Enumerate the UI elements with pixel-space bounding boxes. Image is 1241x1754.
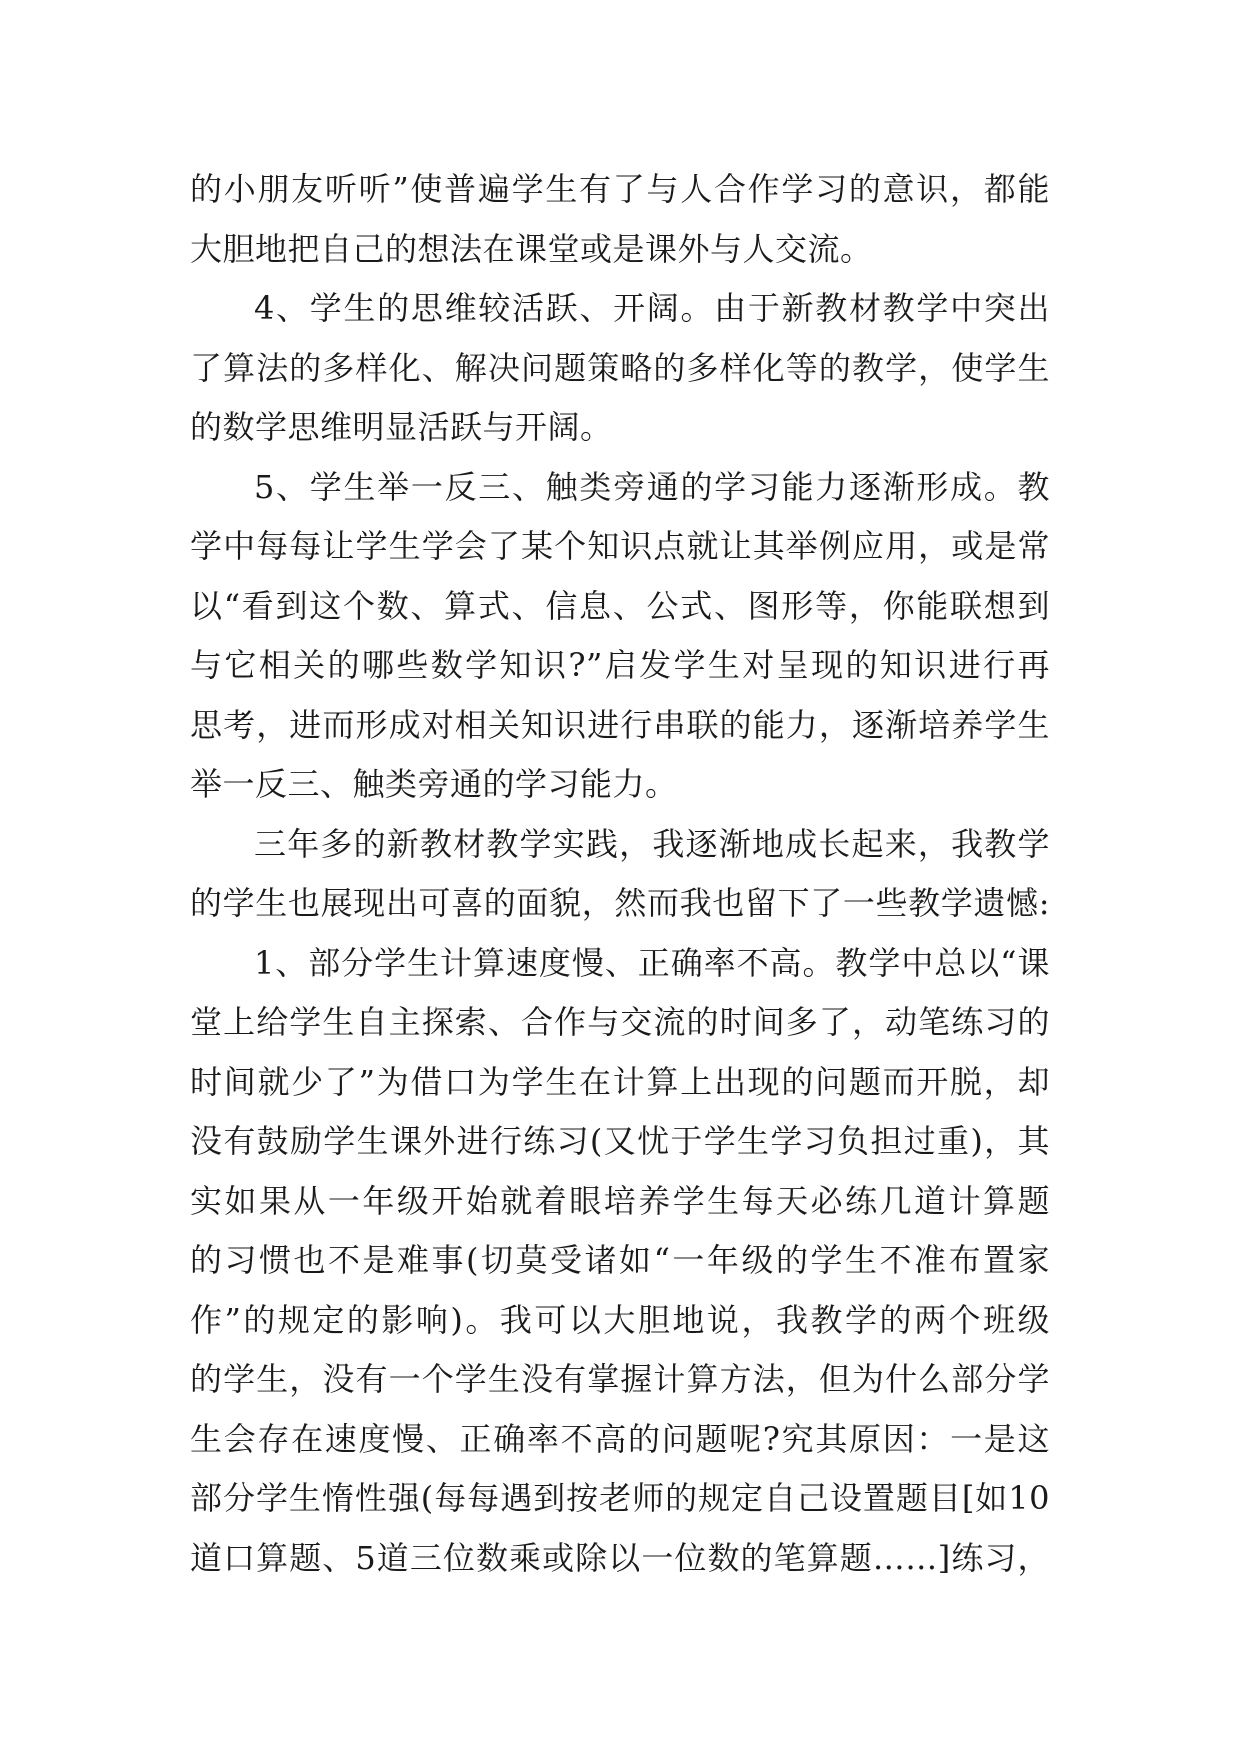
text-line: 道口算题、5道三位数乘或除以一位数的笔算题……]练习， [190, 1538, 1050, 1577]
text-line: 没有鼓励学生课外进行练习(又忧于学生学习负担过重)，其 [190, 1122, 1050, 1160]
text-line: 的习惯也不是难事(切莫受诸如“一年级的学生不准布置家 [190, 1241, 1050, 1279]
text-line: 时间就少了”为借口为学生在计算上出现的问题而开脱，却 [190, 1062, 1050, 1101]
text-line: 的学生，没有一个学生没有掌握计算方法，但为什么部分学 [190, 1360, 1050, 1398]
text-line: 举一反三、触类旁通的学习能力。 [190, 765, 678, 803]
text-line: 1、部分学生计算速度慢、正确率不高。教学中总以“课 [254, 943, 1050, 982]
text-line: 作”的规定的影响)。我可以大胆地说，我教学的两个班级 [190, 1300, 1050, 1339]
text-line: 以“看到这个数、算式、信息、公式、图形等，你能联想到 [190, 586, 1050, 625]
text-line: 的学生也展现出可喜的面貌，然而我也留下了一些教学遗憾: [190, 884, 1050, 922]
text-line: 生会存在速度慢、正确率不高的问题呢?究其原因：一是这 [190, 1419, 1050, 1458]
body-text [190, 160, 1050, 1588]
text-line: 5、学生举一反三、触类旁通的学习能力逐渐形成。教 [254, 467, 1050, 506]
text-line: 思考，进而形成对相关知识进行串联的能力，逐渐培养学生 [190, 705, 1050, 744]
text-line: 了算法的多样化、解决问题策略的多样化等的教学，使学生 [190, 348, 1050, 387]
text-line: 学中每每让学生学会了某个知识点就让其举例应用，或是常 [190, 527, 1050, 565]
text-line: 堂上给学生自主探索、合作与交流的时间多了，动笔练习的 [190, 1003, 1050, 1041]
text-line: 4、学生的思维较活跃、开阔。由于新教材教学中突出 [254, 289, 1050, 327]
text-line: 的小朋友听听”使普遍学生有了与人合作学习的意识，都能 [190, 170, 1050, 208]
text-line: 三年多的新教材教学实践，我逐渐地成长起来，我教学 [254, 824, 1050, 863]
text-line: 大胆地把自己的想法在课堂或是课外与人交流。 [190, 229, 873, 268]
text-line: 实如果从一年级开始就着眼培养学生每天必练几道计算题 [190, 1181, 1050, 1220]
text-line: 部分学生惰性强(每每遇到按老师的规定自己设置题目[如10 [190, 1479, 1050, 1517]
text-line: 的数学思维明显活跃与开阔。 [190, 408, 613, 446]
text-line: 与它相关的哪些数学知识?”启发学生对呈现的知识进行再 [190, 646, 1050, 684]
